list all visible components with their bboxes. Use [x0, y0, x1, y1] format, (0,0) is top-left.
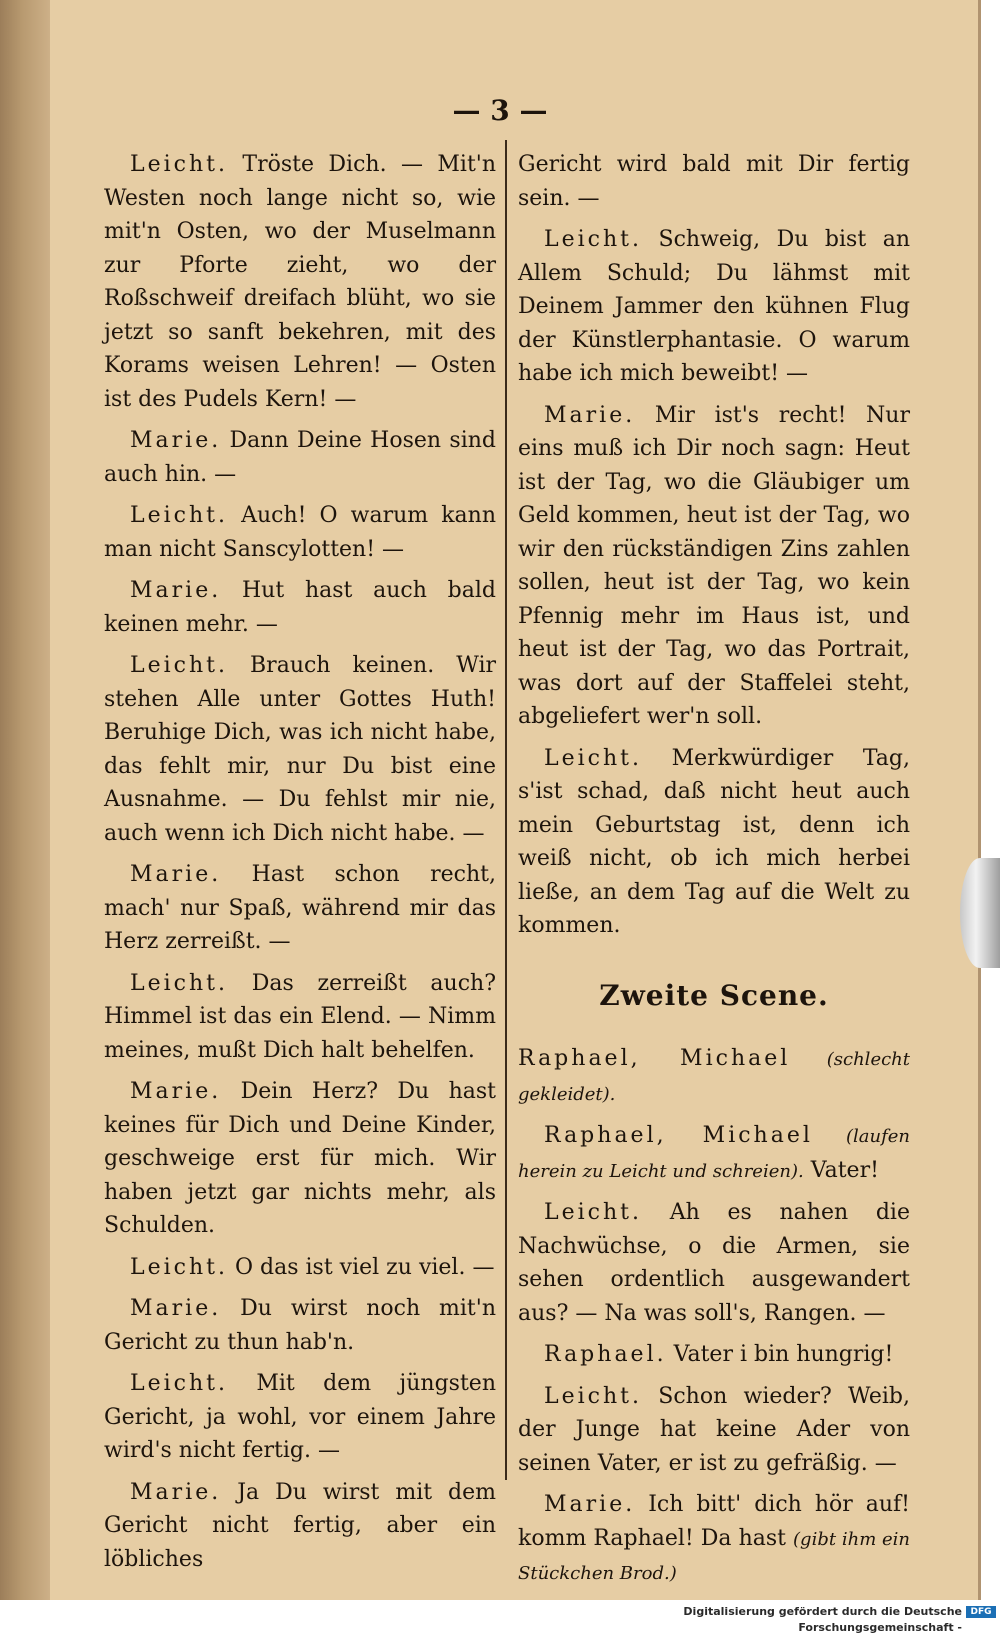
- dialogue-line: [104, 499, 496, 566]
- dialogue-line: [518, 1338, 910, 1372]
- dialogue-text: Auch! O warum kann man nicht Sanscylotten! —: [104, 503, 496, 562]
- dialogue-line: [104, 574, 496, 641]
- cast-names: Raphael, Michael: [518, 1046, 791, 1071]
- dialogue-text: Dein Herz? Du hast keines für Dich und Deine Kinder, geschweige erst für mich. Wir haben jetzt gar nichts mehr, als Schulden.: [104, 1079, 496, 1238]
- speaker-name: Marie.: [130, 862, 222, 887]
- dialogue-line: [104, 649, 496, 850]
- dialogue-line: [518, 742, 910, 943]
- speaker-name: Leicht.: [130, 653, 228, 678]
- speaker-name: Leicht.: [130, 152, 228, 177]
- dialogue-line: [104, 1075, 496, 1243]
- dialogue-text: Schweig, Du bist an Allem Schuld; Du lähmst mit Deinem Jammer den kühnen Flug der Künstlerphantasie. O warum habe ich mich beweibt! —: [518, 227, 910, 386]
- dialogue-line: [104, 1367, 496, 1468]
- dialogue-text: Vater i bin hungrig!: [673, 1342, 894, 1367]
- dialogue-text: Tröste Dich. — Mit'n Westen noch lange nicht so, wie mit'n Osten, wo der Muselmann zur Pforte zieht, wo der Roßschweif dreifach blüht, wo sie jetzt so sanft bekehren, mit des Korams weisen Lehren! — Osten ist des Pudels Kern! —: [104, 152, 497, 412]
- scene-heading: Zweite Scene.: [599, 978, 829, 1012]
- speaker-name: Marie.: [130, 1296, 222, 1321]
- speaker-name: Leicht.: [544, 227, 642, 252]
- speaker-name: Marie.: [130, 578, 222, 603]
- dialogue-text: Dann Deine Hosen sind auch hin. —: [104, 428, 496, 487]
- dfg-logo: DFG: [966, 1606, 996, 1618]
- dialogue-line: [104, 1476, 496, 1577]
- dialogue-text: Ah es nahen die Nachwüchse, o die Armen, sie sehen ordentlich ausgewandert aus? — Na was soll's, Rangen. —: [518, 1200, 910, 1326]
- dialogue-line: [518, 1380, 910, 1481]
- dialogue-text: Ich bitt' dich hör auf! komm Raphael! Da hast: [518, 1492, 911, 1551]
- dialogue-text: Du wirst noch mit'n Gericht zu thun hab'n.: [104, 1296, 496, 1355]
- dialogue-line: [104, 967, 496, 1068]
- dialogue-line: [518, 1488, 910, 1591]
- speaker-name: Leicht.: [130, 1371, 228, 1396]
- speaker-name: Marie.: [544, 402, 636, 428]
- book-gutter: [0, 0, 50, 1600]
- speaker-name: Raphael.: [544, 1342, 667, 1367]
- dialogue-text: Merkwürdiger Tag, s'ist schad, daß nicht heut auch mein Geburtstag ist, denn ich weiß nicht, ob ich mich herbei ließe, an dem Tag auf die Welt zu kommen.: [518, 745, 910, 938]
- dialogue-line: [104, 424, 496, 491]
- continued-text: Gericht wird bald mit Dir fertig sein. —: [518, 152, 910, 211]
- dialogue-text: Ja Du wirst mit dem Gericht nicht fertig, aber ein löbliches: [104, 1479, 496, 1572]
- dialogue-text: Brauch keinen. Wir stehen Alle unter Gottes Huth! Beruhige Dich, was ich nicht habe, das fehlt mir, nur Du bist eine Ausnahme. — Du fehlst mir nie, auch wenn ich Dich nicht habe. —: [104, 653, 496, 846]
- left-column: [104, 148, 496, 1584]
- paper-edge: [978, 0, 981, 1600]
- dialogue-text: Hut hast auch bald keinen mehr. —: [104, 578, 497, 637]
- dialogue-line: [518, 1196, 910, 1330]
- stage-direction: (schlecht gekleidet).: [518, 1049, 910, 1105]
- right-column: [518, 148, 910, 1599]
- dialogue-text: Das zerreißt auch? Himmel ist das ein Elend. — Nimm meines, mußt Dich halt behelfen.: [104, 970, 496, 1063]
- speaker-name: Raphael, Michael: [544, 1123, 813, 1148]
- dialogue-text: O das ist viel zu viel. —: [235, 1254, 495, 1280]
- digitization-credit: Digitalisierung gefördert durch die Deutsche Forschungsgemeinschaft -: [683, 1605, 962, 1634]
- stage-direction: (laufen herein zu Leicht und schreien).: [518, 1126, 910, 1182]
- dialogue-line: [518, 223, 910, 391]
- dialogue-line: [104, 1292, 496, 1359]
- dialogue-text: Vater!: [810, 1157, 879, 1183]
- speaker-name: Leicht.: [130, 970, 228, 996]
- speaker-name: Marie.: [130, 1079, 222, 1104]
- speaker-name: Leicht.: [130, 1254, 228, 1280]
- dialogue-text: Schon wieder? Weib, der Junge hat keine Ader von seinen Vater, er ist zu gefräßig. —: [518, 1383, 910, 1476]
- dialogue-line: [104, 858, 496, 959]
- speaker-name: Marie.: [130, 1479, 222, 1505]
- dialogue-line: [518, 399, 910, 734]
- dialogue-text: Hast schon recht, mach' nur Spaß, während mir das Herz zerreißt. —: [104, 862, 496, 954]
- speaker-name: Leicht.: [130, 503, 228, 528]
- stage-direction: (gibt ihm ein Stückchen Brod.): [518, 1528, 911, 1584]
- dialogue-line: [104, 148, 496, 416]
- speaker-name: Leicht.: [544, 1200, 642, 1225]
- dialogue-line: [518, 1119, 910, 1188]
- dialogue-text: Mit dem jüngsten Gericht, ja wohl, vor einem Jahre wird's nicht fertig. —: [104, 1371, 496, 1463]
- speaker-name: Leicht.: [544, 745, 642, 771]
- page-clip: [960, 858, 1000, 968]
- dialogue-text: Mir ist's recht! Nur eins muß ich Dir noch sagn: Heut ist der Tag, wo die Gläubiger um Geld kommen, heut ist der Tag, wo wir den rückständigen Zins zahlen sollen, heut ist der Tag, wo kein Pfennig mehr im Haus ist, und heut ist der Tag, wo das Portrait, was dort auf der Staffelei steht, abgeliefert wer'n soll.: [518, 402, 910, 729]
- speaker-name: Leicht.: [544, 1383, 642, 1409]
- page-number: — 3 —: [452, 94, 548, 127]
- speaker-name: Marie.: [130, 428, 222, 453]
- dialogue-line: [104, 1251, 496, 1285]
- column-divider: [505, 140, 507, 1480]
- scene-cast: [518, 1042, 910, 1111]
- speaker-name: Marie.: [544, 1492, 636, 1517]
